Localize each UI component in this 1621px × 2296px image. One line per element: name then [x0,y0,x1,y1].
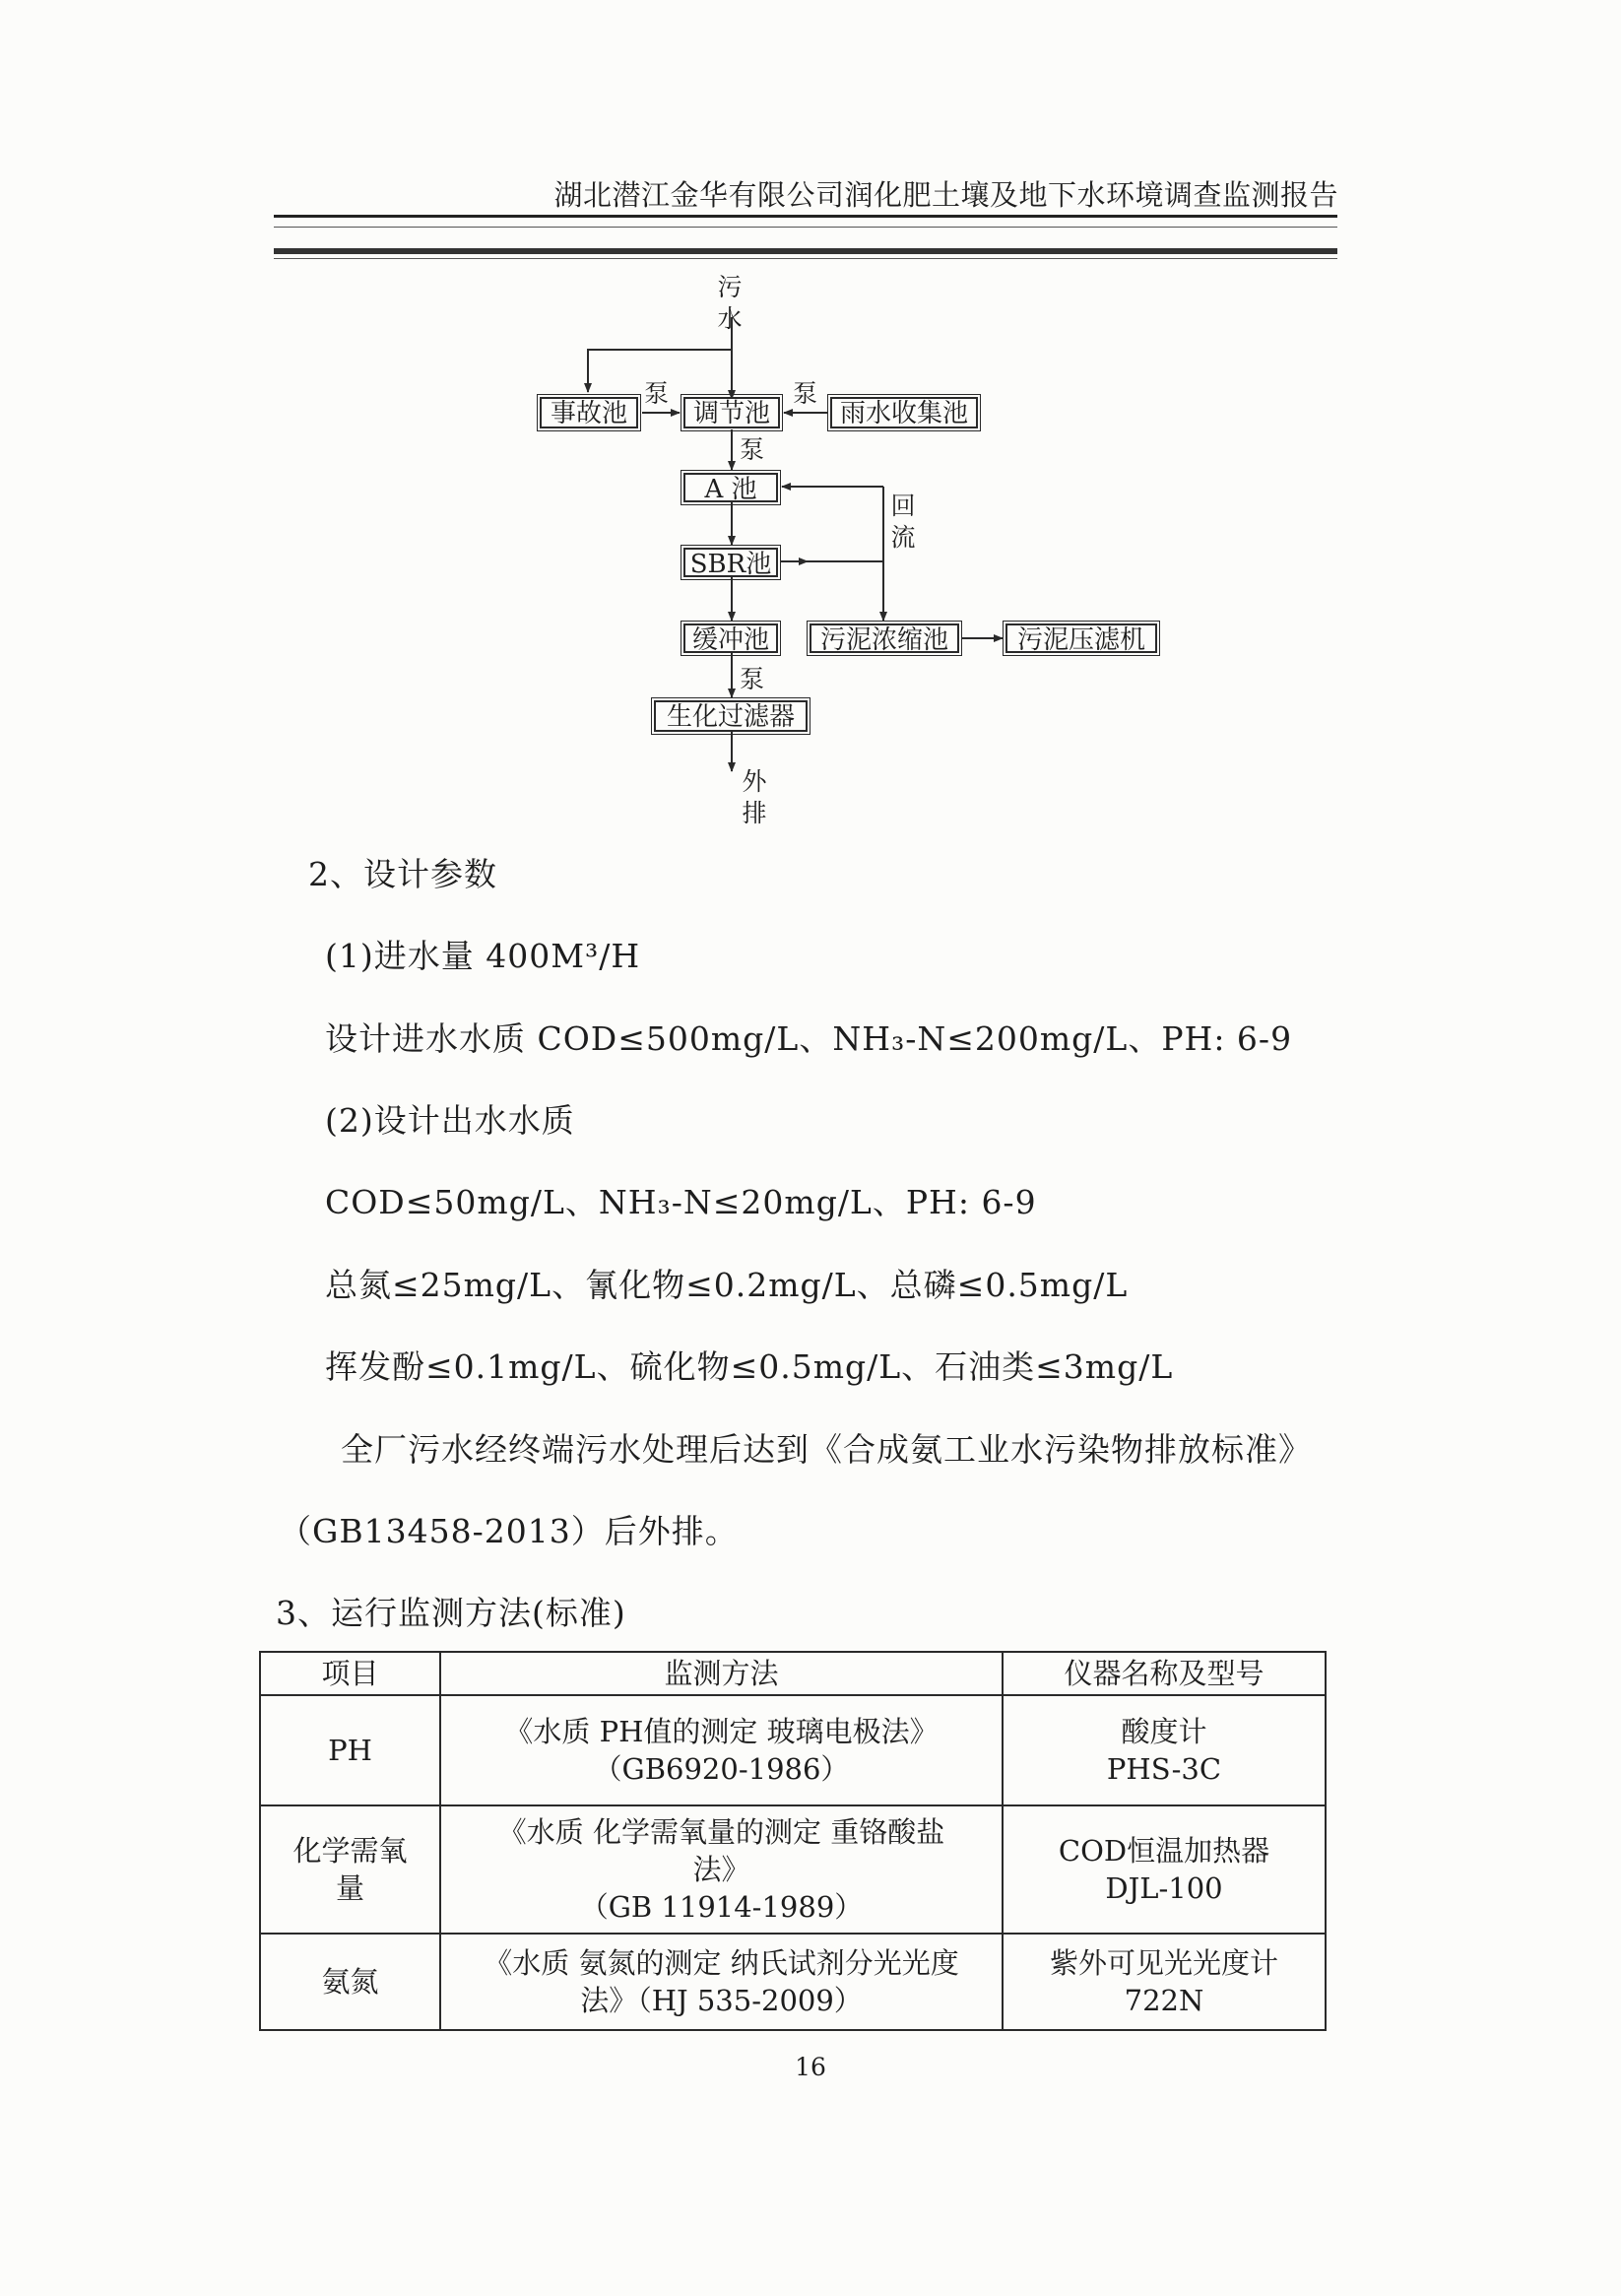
cell-line: 《水质 化学需氧量的测定 重铬酸盐 [497,1815,945,1849]
monitor-methods-table [259,1651,1327,2031]
cell-line: 化学需氧 [292,1834,408,1868]
cell-line: 紫外可见光光度计 [1049,1946,1278,1980]
return-flow-label: 回流 [890,492,916,552]
text-standard-paragraph: （GB13458-2013）后外排。 [279,1512,739,1550]
text-inflow-quality: 设计进水水质 COD≤500mg/L、NH₃-N≤200mg/L、PH: 6-9 [325,1019,1293,1058]
text-outflow-line: COD≤50mg/L、NH₃-N≤20mg/L、PH: 6-9 [325,1183,1037,1221]
pump-label: 泵 [793,379,818,408]
cell-line: PH [328,1734,372,1767]
table-cell-item [260,1934,440,2030]
cell-line: 《水质 氨氮的测定 纳氏试剂分光光度 [484,1946,959,1980]
table-cell-method [440,1695,1003,1805]
cell-line: 法》（HJ 535-2009） [580,1984,863,2017]
node-sludge-thickener: 污泥浓缩池 [810,623,959,653]
page-header-title: 湖北潜江金华有限公司润化肥土壤及地下水环境调查监测报告 [553,178,1338,212]
table-row [260,1695,1326,1805]
table-cell-method [440,1805,1003,1934]
text-outflow-heading: (2)设计出水水质 [325,1101,575,1140]
node-buffer-pool: 缓冲池 [683,623,778,653]
table-header-row [260,1652,1326,1695]
text-inflow-volume: (1)进水量 400M³/H [325,937,641,975]
cell-line: 酸度计 [1121,1715,1207,1748]
table-header-cell: 项目 [260,1652,440,1695]
inflow-label: 污水 [717,273,743,333]
cell-line: （GB6920-1986） [593,1752,850,1786]
table-cell-method [440,1934,1003,2030]
cell-line: 法》 [692,1853,750,1886]
text-standard-paragraph: 全厂污水经终端污水处理后达到《合成氨工业水污染物排放标准》 [341,1430,1312,1469]
cell-line: COD恒温加热器 [1058,1834,1270,1868]
cell-line: DJL-100 [1105,1871,1223,1905]
section-heading-monitor-methods: 3、运行监测方法(标准) [276,1594,626,1632]
table-cell-item [260,1805,440,1934]
node-accident-pool: 事故池 [540,397,638,428]
table-cell-instrument [1003,1695,1326,1805]
table-header-cell: 监测方法 [440,1652,1003,1695]
table-header-cell: 仪器名称及型号 [1003,1652,1326,1695]
text-outflow-line: 挥发酚≤0.1mg/L、硫化物≤0.5mg/L、石油类≤3mg/L [325,1347,1174,1386]
cell-line: 722N [1124,1984,1204,2017]
pump-label: 泵 [644,379,670,408]
node-bio-filter: 生化过滤器 [654,700,808,732]
text-outflow-line: 总氮≤25mg/L、氰化物≤0.2mg/L、总磷≤0.5mg/L [325,1266,1129,1304]
outflow-label: 外排 [742,767,767,827]
node-regulating-pool: 调节池 [683,397,780,428]
cell-line: 氨氮 [321,1965,379,1999]
cell-line: PHS-3C [1106,1752,1222,1786]
node-sludge-press: 污泥压滤机 [1005,623,1157,653]
cell-line: 量 [335,1871,364,1905]
pump-label: 泵 [740,435,765,464]
page-number: 16 [795,2053,826,2081]
table-row [260,1934,1326,2030]
node-sbr-pool: SBR池 [683,548,778,577]
cell-line: 《水质 PH值的测定 玻璃电极法》 [504,1715,939,1748]
table-row [260,1805,1326,1934]
node-a-pool: A 池 [683,473,778,502]
table-cell-instrument [1003,1934,1326,2030]
cell-line: （GB 11914-1989） [579,1890,864,1924]
table-cell-item [260,1695,440,1805]
pump-label: 泵 [740,665,765,693]
node-rainwater-pool: 雨水收集池 [830,397,978,428]
section-heading-design-params: 2、设计参数 [308,855,497,893]
table-cell-instrument [1003,1805,1326,1934]
